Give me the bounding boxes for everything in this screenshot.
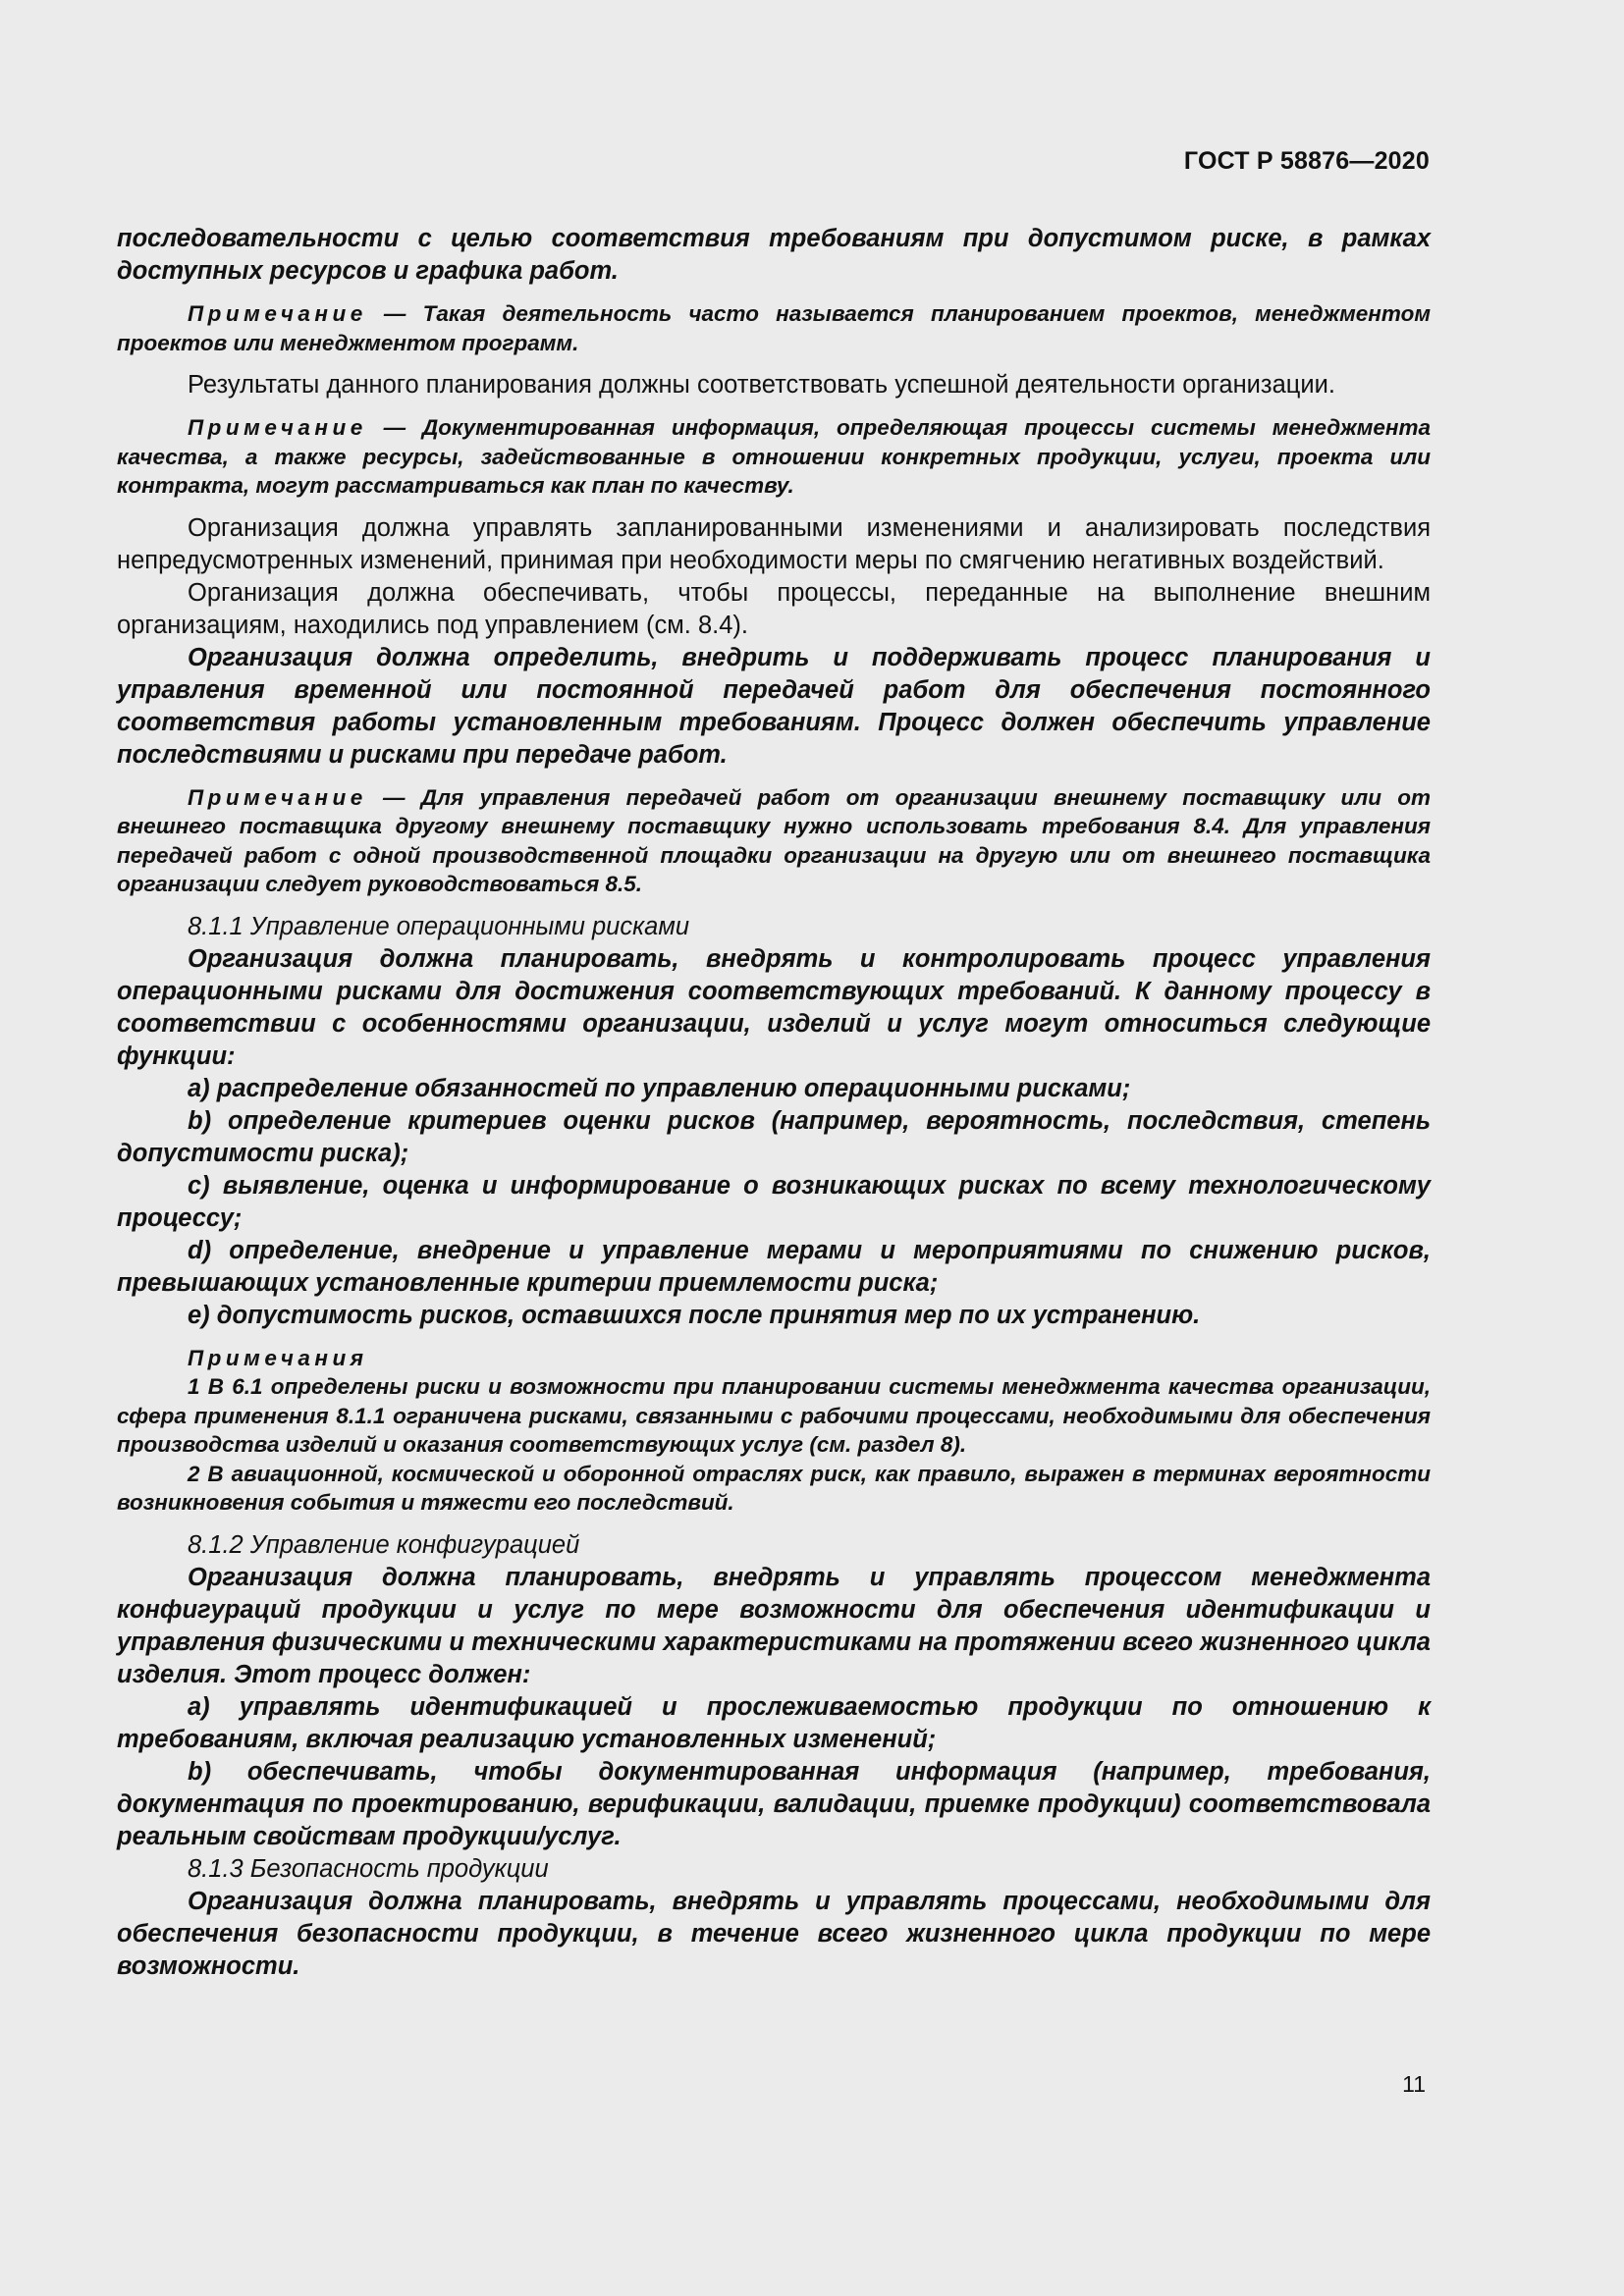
paragraph: Организация должна планировать, внедрять и контролировать процесс управления операционными рисками для достижения соответствующих требований. К данному процессу в соответствии с особенностями организации, изделий и услуг могут относиться следующие функции: [117,944,1431,1070]
note-label: Примечание [188,415,367,440]
section-heading-8-1-1: 8.1.1 Управление операционными рисками [188,912,689,940]
note-label: Примечание [188,784,367,810]
note-item: 2 В авиационной, космической и оборонной отраслях риск, как правило, выражен в терминах вероятности возникновения события и тяжести его последствий. [117,1461,1431,1515]
list-item: e) допустимость рисков, оставшихся после принятия мер по их устранению. [188,1301,1201,1329]
note: Примечание — Для управления передачей работ от организации внешнему поставщику или от внешнего поставщика другому внешнему поставщику нужно использовать требования 8.4. Для управления передачей работ с одной производственной площадки организации на другую или от внешнего поставщика организации следует руководствоваться 8.5. [117,784,1431,896]
page-content [117,223,1431,1983]
section-heading-8-1-3: 8.1.3 Безопасность продукции [188,1854,549,1883]
page-number: 11 [1402,2071,1426,2097]
notes-label: Примечания [188,1345,368,1370]
note-text: Документированная информация, определяющая процессы системы менеджмента качества, а также ресурсы, задействованные в отношении конкретных продукции, услуги, проекта или контракта, могут рассматриваться как план по качеству. [117,415,1431,498]
paragraph: Результаты данного планирования должны соответствовать успешной деятельности организации. [188,371,1335,399]
note: Примечание — Такая деятельность часто называется планированием проектов, менеджментом проектов или менеджментом программ. [117,301,1431,355]
paragraph: Организация должна определить, внедрить и поддерживать процесс планирования и управления временной или постоянной передачей работ для обеспечения постоянного соответствия работы установленным требованиям. Процесс должен обеспечить управление последствиями и рисками при передаче работ. [117,643,1431,769]
list-item: d) определение, внедрение и управление мерами и мероприятиями по снижению рисков, превышающих установленные критерии приемлемости риска; [117,1236,1431,1297]
list-item: b) обеспечивать, чтобы документированная информация (например, требования, документация по проектированию, верификации, валидации, приемке продукции) соответствовала реальным свойствам продукции/услуг. [117,1757,1431,1850]
paragraph: Организация должна управлять запланированными изменениями и анализировать последствия непредусмотренных изменений, принимая при необходимости меры по смягчению негативных воздействий. [117,513,1431,574]
paragraph: Организация должна обеспечивать, чтобы процессы, переданные на выполнение внешним организациям, находились под управлением (см. 8.4). [117,578,1431,639]
note-text: Такая деятельность часто называется планированием проектов, менеджментом проектов или менеджментом программ. [117,301,1431,355]
note-text: Для управления передачей работ от организации внешнему поставщику или от внешнего поставщика другому внешнему поставщику нужно использовать требования 8.4. Для управления передачей работ с одной производственной площадки организации на другую или от внешнего поставщика организации следует руководствоваться 8.5. [117,784,1431,896]
paragraph: Организация должна планировать, внедрять и управлять процессом менеджмента конфигураций продукции и услуг по мере возможности для обеспечения идентификации и управления физическими и техническими характеристиками на протяжении всего жизненного цикла изделия. Этот процесс должен: [117,1563,1431,1688]
paragraph: Организация должна планировать, внедрять и управлять процессами, необходимыми для обеспечения безопасности продукции, в течение всего жизненного цикла продукции по мере возможности. [117,1887,1431,1980]
notes-heading [117,1344,1431,1373]
section-heading-8-1-2: 8.1.2 Управление конфигурацией [188,1530,580,1559]
document-code-header: ГОСТ Р 58876—2020 [1183,147,1430,175]
note-item: 1 В 6.1 определены риски и возможности при планировании системы менеджмента качества организации, сфера применения 8.1.1 ограничена рисками, связанными с рабочими процессами, необходимыми для обеспечения производства изделий и оказания соответствующих услуг (см. раздел 8). [117,1374,1431,1457]
note: Примечание — Документированная информация, определяющая процессы системы менеджмента качества, а также ресурсы, задействованные в отношении конкретных продукции, услуги, проекта или контракта, могут рассматриваться как план по качеству. [117,415,1431,498]
list-item: c) выявление, оценка и информирование о возникающих рисках по всему технологическому процессу; [117,1171,1431,1232]
list-item: a) распределение обязанностей по управлению операционными рисками; [188,1074,1131,1102]
note-label: Примечание [188,301,367,326]
paragraph: последовательности с целью соответствия требованиям при допустимом риске, в рамках доступных ресурсов и графика работ. [117,225,1431,285]
list-item: b) определение критериев оценки рисков (например, вероятность, последствия, степень допустимости риска); [117,1106,1431,1167]
list-item: a) управлять идентификацией и прослеживаемостью продукции по отношению к требованиям, включая реализацию установленных изменений; [117,1692,1431,1753]
